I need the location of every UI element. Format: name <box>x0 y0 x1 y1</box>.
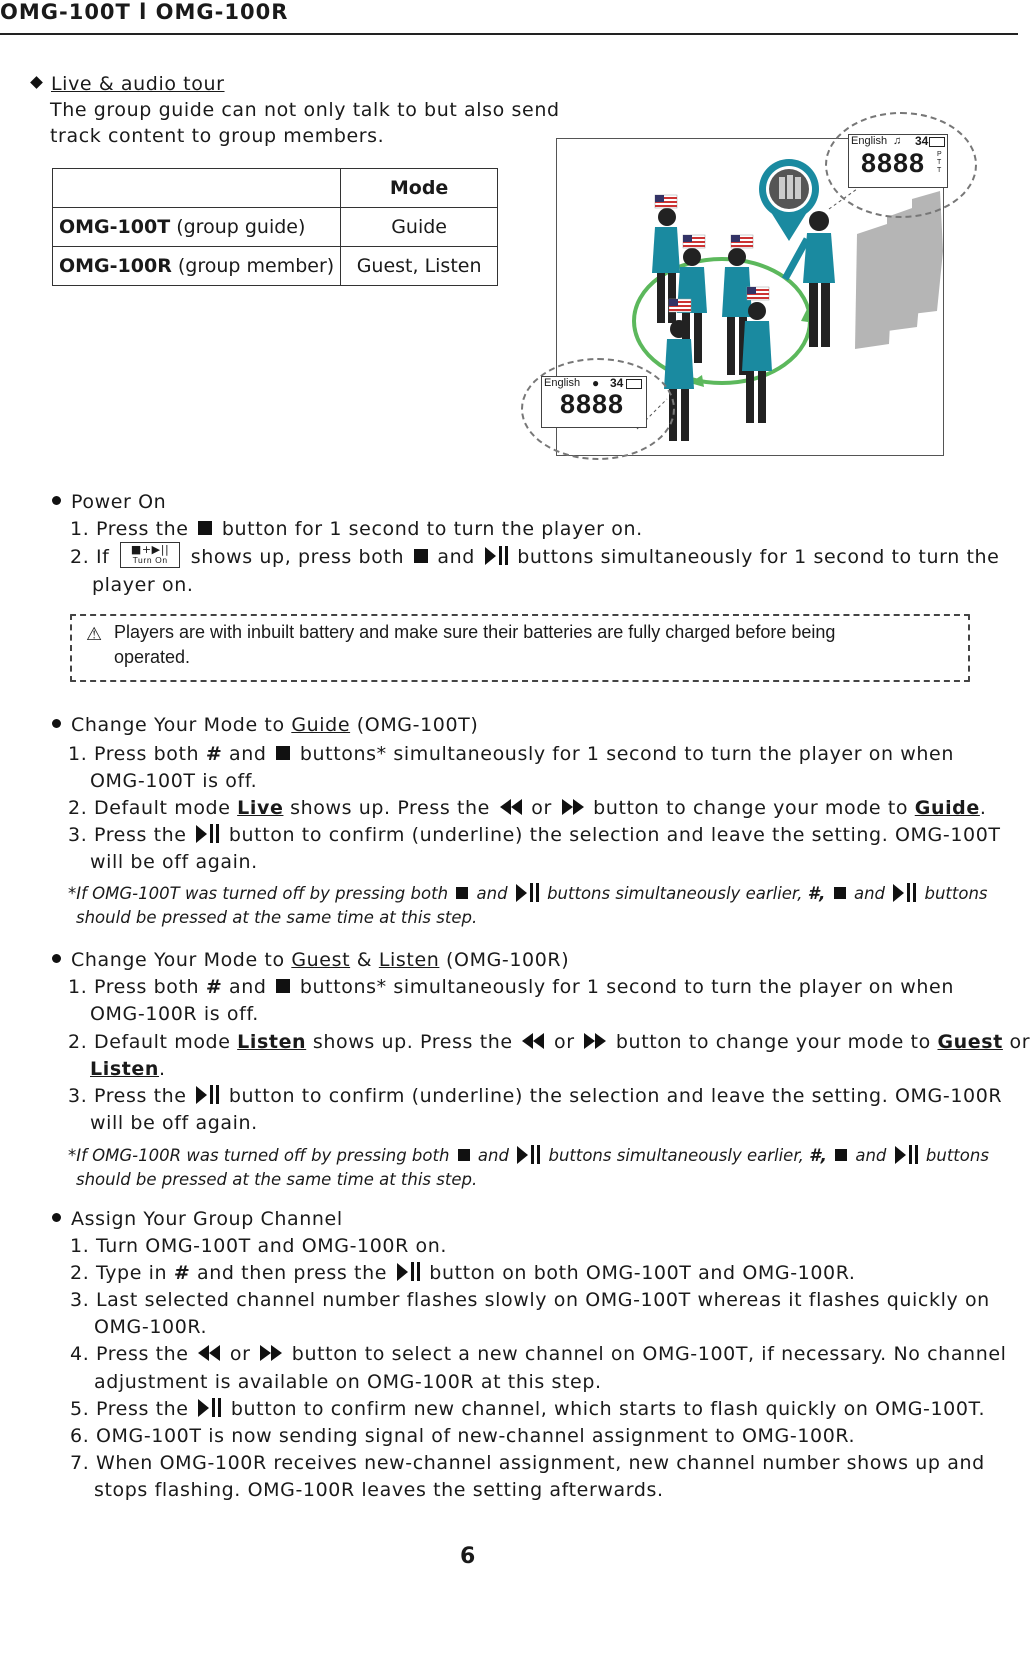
heading-text: & <box>350 949 379 971</box>
step-text: and then press the <box>196 1262 387 1284</box>
step-text: . <box>979 797 987 819</box>
channel-step-6: 6. OMG-100T is now sending signal of new-channel assignment to OMG-100R. <box>70 1425 856 1447</box>
hash-key-label: #, <box>809 1146 827 1165</box>
header-divider <box>0 33 1018 35</box>
bullet-icon <box>52 719 61 728</box>
stop-button-icon <box>276 979 290 993</box>
note-text: and <box>477 1146 509 1165</box>
note-text: *If OMG-100T was turned off by pressing both <box>68 884 449 903</box>
step-text: 1. Press both <box>68 743 200 765</box>
step-text: shows up. Press the <box>290 797 490 819</box>
table-header-mode: Mode <box>341 169 498 208</box>
turn-on-label: Turn On <box>132 554 168 565</box>
step-text: . <box>159 1058 166 1080</box>
step-text: button to confirm (underline) the selection and leave the setting. OMG-100R <box>228 1085 1003 1107</box>
page-header-title: OMG-100T l OMG-100R <box>0 0 289 24</box>
guest-step-1 <box>68 973 954 1001</box>
play-pause-button-icon <box>893 883 916 902</box>
table-row <box>53 208 498 247</box>
lcd-digits: 8888 <box>861 148 926 178</box>
table-cell-model <box>53 247 341 286</box>
step-text: 2. Default mode <box>68 797 231 819</box>
play-pause-button-icon <box>196 824 219 843</box>
lcd-channel: 34 <box>610 376 624 390</box>
play-pause-button-icon <box>516 883 539 902</box>
step-text: or <box>1009 1031 1030 1053</box>
step-text: shows up. Press the <box>312 1031 513 1053</box>
step-text: button to change your mode to <box>593 797 909 819</box>
lcd-display-top <box>848 134 948 188</box>
us-flag-icon <box>655 195 677 208</box>
power-on-heading <box>52 488 166 516</box>
us-flag-icon <box>683 235 705 248</box>
fast-forward-button-icon <box>584 1033 606 1049</box>
tour-heading <box>32 70 225 98</box>
power-on-step-2 <box>70 543 999 571</box>
fast-forward-button-icon <box>562 799 584 815</box>
hash-key-label: #, <box>807 884 826 903</box>
step-text: 2. Default mode <box>68 1031 231 1053</box>
channel-step-7: 7. When OMG-100R receives new-channel assignment, new channel number shows up and <box>70 1452 985 1474</box>
stop-button-icon <box>456 887 468 899</box>
guide-step-3 <box>68 821 1001 849</box>
power-on-step-2-cont: player on. <box>92 574 194 596</box>
stop-button-icon <box>834 887 846 899</box>
mode-name: Guide <box>914 797 980 819</box>
step-text: 3. Press the <box>68 1085 187 1107</box>
guest-note <box>68 1144 989 1168</box>
diamond-bullet-icon <box>30 76 43 89</box>
lcd-channel: 34 <box>915 134 929 148</box>
guest-mode-heading <box>52 946 569 974</box>
mode-table <box>52 168 498 286</box>
play-pause-button-icon <box>397 1262 420 1281</box>
play-pause-button-icon <box>895 1145 918 1164</box>
tour-desc-line2: track content to group members. <box>50 125 385 147</box>
fast-forward-button-icon <box>260 1345 282 1361</box>
note-text: and <box>853 884 885 903</box>
channel-step-5 <box>70 1395 985 1423</box>
guide-step-1 <box>68 740 954 768</box>
person-icon: ● <box>592 376 600 390</box>
step-text: 2. If <box>70 546 110 568</box>
guide-step-2 <box>68 794 987 822</box>
play-pause-button-icon <box>485 546 508 565</box>
guide-mode-heading <box>52 711 478 739</box>
heading-text: (OMG-100R) <box>439 949 570 971</box>
note-text: buttons simultaneously earlier, <box>547 884 803 903</box>
note-text: *If OMG-100R was turned off by pressing both <box>68 1146 450 1165</box>
play-pause-button-icon <box>196 1085 219 1104</box>
stop-button-icon <box>458 1149 470 1161</box>
guest-step-2 <box>68 1028 1030 1056</box>
note-text: buttons <box>924 884 988 903</box>
stop-button-icon <box>835 1149 847 1161</box>
guide-step-3-cont: will be off again. <box>90 851 258 873</box>
step-text: button on both OMG-100T and OMG-100R. <box>429 1262 856 1284</box>
channel-step-2 <box>70 1259 856 1287</box>
step-text: or <box>531 797 552 819</box>
hash-key-label: # <box>205 976 223 998</box>
channel-heading-text: Assign Your Group Channel <box>71 1208 343 1230</box>
page-number: 6 <box>460 1544 476 1569</box>
step-text: 1. Press the <box>70 518 189 540</box>
power-on-step-1 <box>70 515 643 543</box>
mode-name: Listen <box>237 1031 307 1053</box>
guide-step-1-cont: OMG-100T is off. <box>90 770 258 792</box>
model-name: OMG-100T <box>59 216 171 238</box>
step-text: or <box>229 1343 251 1365</box>
table-cell-empty <box>53 169 341 208</box>
step-text: button for 1 second to turn the player on. <box>221 518 643 540</box>
step-text: or <box>553 1031 575 1053</box>
model-role: (group member) <box>171 255 335 277</box>
note-text: and <box>476 884 508 903</box>
step-text: button to confirm new channel, which starts to flash quickly on OMG-100T. <box>230 1398 986 1420</box>
step-text: buttons simultaneously for 1 second to turn the <box>517 546 1000 568</box>
step-text: 2. Type in <box>70 1262 168 1284</box>
turn-on-indicator-icon <box>120 542 180 568</box>
guest-step-3 <box>68 1082 1002 1110</box>
play-pause-button-icon <box>198 1398 221 1417</box>
bullet-icon <box>52 496 61 505</box>
lcd-side-label: P T T <box>937 151 942 174</box>
table-row <box>53 247 498 286</box>
model-role: (group guide) <box>170 216 306 238</box>
guest-step-3-cont: will be off again. <box>90 1112 258 1134</box>
tour-desc-line1: The group guide can not only talk to but also send <box>50 99 560 121</box>
channel-step-4 <box>70 1340 1007 1368</box>
mode-name: Live <box>237 797 284 819</box>
music-note-icon: ♫ <box>893 135 902 147</box>
step-text: button to confirm (underline) the selection and leave the setting. OMG-100T <box>228 824 1001 846</box>
stop-plus-play-icon: ■+▶|| <box>130 542 170 556</box>
table-cell-mode: Guest, Listen <box>341 247 498 286</box>
note-text: buttons <box>925 1146 989 1165</box>
hash-key-label: # <box>173 1262 191 1284</box>
step-text: button to change your mode to <box>615 1031 931 1053</box>
tour-heading-text: Live & audio tour <box>51 73 225 95</box>
guest-step-1-cont: OMG-100R is off. <box>90 1003 259 1025</box>
mode-name: Listen <box>90 1058 160 1080</box>
stop-button-icon <box>198 521 212 535</box>
heading-text: Change Your Mode to <box>71 949 292 971</box>
step-text: and <box>437 546 475 568</box>
rewind-button-icon <box>500 799 522 815</box>
note-text: and <box>855 1146 887 1165</box>
step-text: 1. Press both <box>68 976 200 998</box>
channel-step-4-cont: adjustment is available on OMG-100R at this step. <box>94 1371 602 1393</box>
bullet-icon <box>52 1213 61 1222</box>
hash-key-label: # <box>205 743 223 765</box>
step-text: button to select a new channel on OMG-100T, if necessary. No channel <box>291 1343 1007 1365</box>
table-cell-mode: Guide <box>341 208 498 247</box>
step-text: 4. Press the <box>70 1343 189 1365</box>
lcd-lang: English <box>851 135 888 147</box>
lcd-lang: English <box>544 377 581 389</box>
mode-name: Guest <box>937 1031 1003 1053</box>
step-text: 5. Press the <box>70 1398 189 1420</box>
stop-button-icon <box>414 549 428 563</box>
lcd-digits: 8888 <box>560 389 625 419</box>
location-pin-icon <box>759 159 819 241</box>
bullet-icon <box>52 954 61 963</box>
step-text: shows up, press both <box>190 546 405 568</box>
play-pause-button-icon <box>517 1145 540 1164</box>
warning-line-2: operated. <box>114 647 191 667</box>
guide-note <box>68 882 988 906</box>
channel-heading <box>52 1205 343 1233</box>
step-text: and <box>229 976 267 998</box>
heading-text: Change Your Mode to <box>71 714 292 736</box>
stop-button-icon <box>276 746 290 760</box>
channel-step-3-cont: OMG-100R. <box>94 1316 208 1338</box>
guide-mode-link: Guide <box>291 714 351 736</box>
listen-mode-link: Listen <box>378 949 440 971</box>
battery-icon <box>929 137 945 147</box>
us-flag-icon <box>747 287 769 300</box>
power-on-heading-text: Power On <box>71 491 167 513</box>
battery-icon <box>626 379 642 389</box>
guide-note-cont: should be pressed at the same time at this step. <box>76 908 478 927</box>
step-text: 3. Press the <box>68 824 187 846</box>
lcd-display-bottom <box>541 376 647 428</box>
table-cell-model <box>53 208 341 247</box>
guest-note-cont: should be pressed at the same time at this step. <box>76 1170 478 1189</box>
rewind-button-icon <box>198 1345 220 1361</box>
table-row <box>53 169 498 208</box>
heading-text: (OMG-100T) <box>350 714 479 736</box>
guest-mode-link: Guest <box>291 949 351 971</box>
us-flag-icon <box>669 299 691 312</box>
warning-line-1: Players are with inbuilt battery and make sure their batteries are fully charged before being <box>114 622 836 642</box>
warning-icon: ⚠ <box>86 624 103 645</box>
step-text: buttons* simultaneously for 1 second to turn the player on when <box>299 743 954 765</box>
step-text: and <box>229 743 267 765</box>
channel-step-1: 1. Turn OMG-100T and OMG-100R on. <box>70 1235 448 1257</box>
note-text: buttons simultaneously earlier, <box>548 1146 804 1165</box>
step-text: buttons* simultaneously for 1 second to turn the player on when <box>299 976 954 998</box>
model-name: OMG-100R <box>59 255 172 277</box>
guest-step-2-cont <box>90 1055 166 1083</box>
us-flag-icon <box>731 235 753 248</box>
channel-step-7-cont: stops flashing. OMG-100R leaves the setting afterwards. <box>94 1479 664 1501</box>
channel-step-3: 3. Last selected channel number flashes slowly on OMG-100T whereas it flashes quickly on <box>70 1289 990 1311</box>
rewind-button-icon <box>522 1033 544 1049</box>
